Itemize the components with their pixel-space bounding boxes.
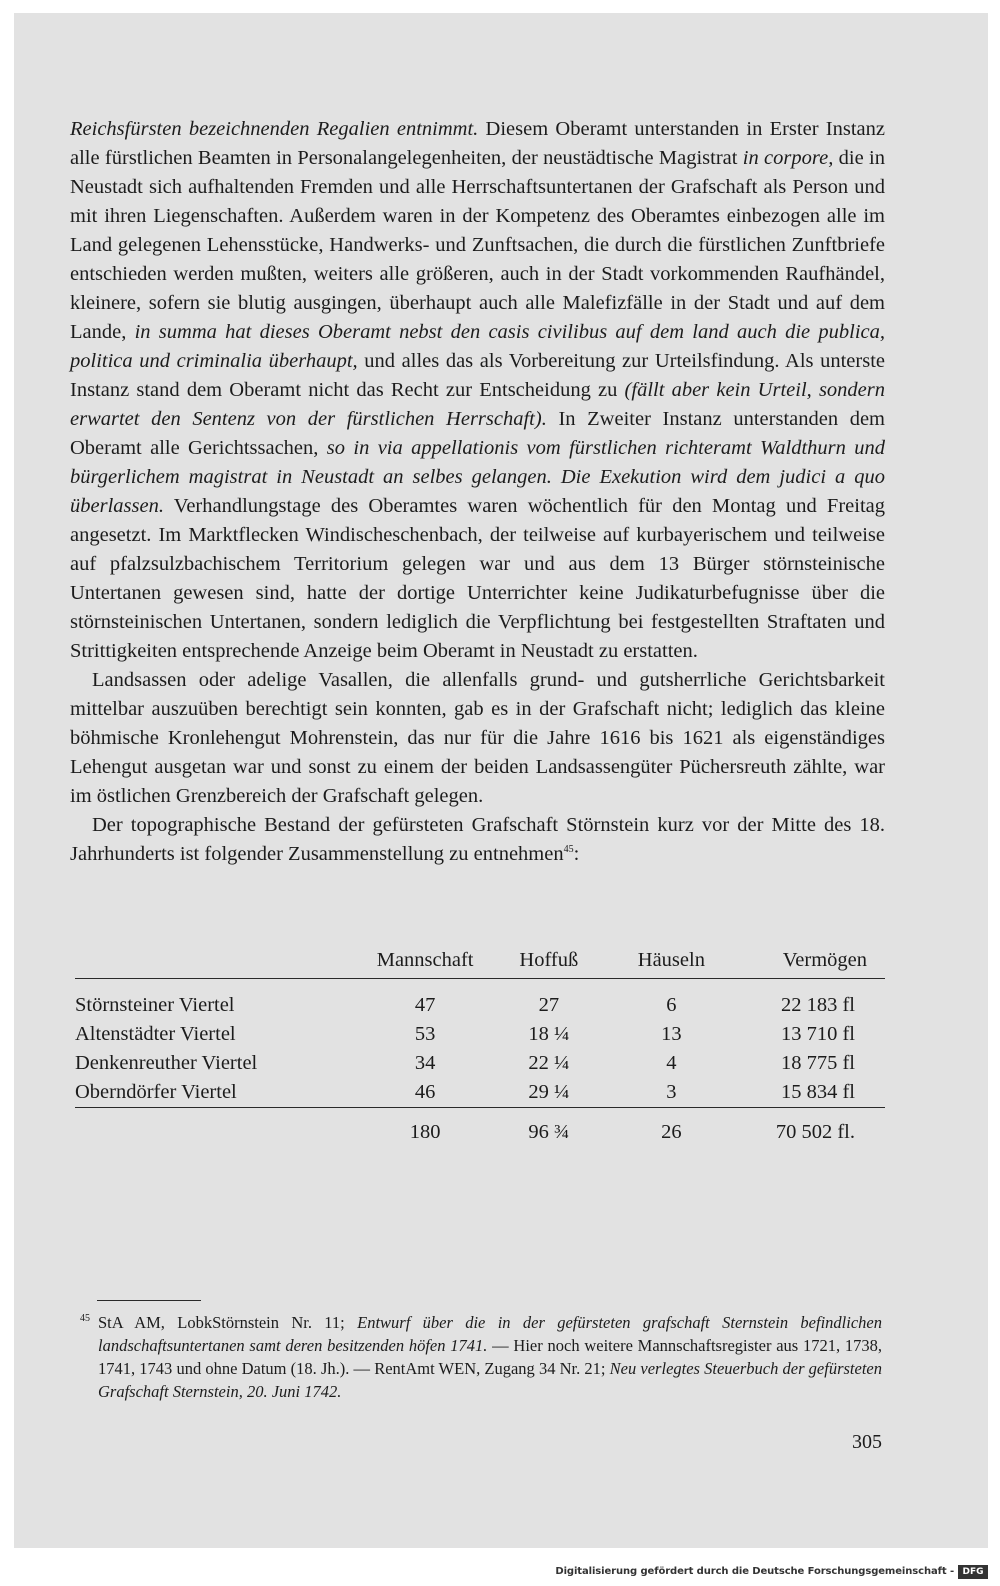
paragraph-2: Landsassen oder adelige Vasallen, die allenfalls grund- und gutsherrliche Gerichtsbarkeit mittelbar auszuüben berechtigt sein konnten, gab es in der Grafschaft nicht; lediglich das kleine böhmische Kronlehengut Mohrenstein, das nur für die Jahre 1616 bis 1621 als eigenständiges Lehengut ausgetan war und sonst zu einem der beiden Landsassengüter Püchersreuth zählte, war im östlichen Grenzbereich der Grafschaft gelegen. bbox=[70, 669, 885, 807]
table-cell: 4 bbox=[666, 1052, 677, 1074]
total-cell: 96 ¾ bbox=[528, 1121, 570, 1143]
table-cell: 27 bbox=[538, 994, 560, 1016]
table-cell: 22 183 fl bbox=[780, 994, 855, 1016]
paragraph-3-end: : bbox=[573, 843, 580, 865]
row-label: Altenstädter Viertel bbox=[75, 1023, 236, 1045]
table-row bbox=[75, 1049, 885, 1078]
totals-label bbox=[75, 1108, 361, 1148]
paragraph-run: In Zweiter Instanz unterstanden dem Oberamt alle Gerichtssachen, bbox=[70, 408, 885, 459]
page-number: 305 bbox=[852, 1431, 882, 1453]
table-cell: 6 bbox=[666, 994, 677, 1016]
total-cell: 26 bbox=[661, 1121, 682, 1143]
header-cell bbox=[75, 942, 361, 979]
table-row bbox=[75, 979, 885, 1021]
table-row bbox=[75, 1020, 885, 1049]
footnote-divider bbox=[97, 1300, 201, 1301]
table-cell: 13 710 fl bbox=[780, 1023, 855, 1045]
paragraph-run: Verhandlungstage des Oberamtes waren wöchentlich für den Montag und Freitag angesetzt. Im Marktflecken Windischeschenbach, der teilweise auf kurbayerischem und teilweise auf pfalzsulzbachischem Territorium gelegen war und aus dem 13 Bürger störnsteinische Untertanen gewesen sind, hatte der dortige Unterrichter keine Judikaturbefugnisse über die störnsteinischen Untertanen, sondern lediglich die Verpflichtung bei festgestellten Straftaten und Strittigkeiten entsprechende Anzeige beim Oberamt in Neustadt zu erstatten. bbox=[70, 495, 885, 662]
footnote bbox=[80, 1311, 882, 1403]
table-header-row bbox=[75, 942, 885, 979]
footnote-run: StA AM, LobkStörnstein Nr. 11; bbox=[98, 1313, 358, 1332]
paragraph-1 bbox=[70, 115, 885, 666]
table-row bbox=[75, 1078, 885, 1108]
paragraph-run: die in Neustadt sich aufhaltenden Fremden und alle Herrschaftsuntertanen der Grafschaft als Person und mit ihren Liegenschaften. Außerdem waren in der Kompetenz des Oberamtes einbezogen alle im Land gelegenen Lehensstücke, Handwerks- und Zunftsachen, die durch die fürstlichen Zunftbriefe entschieden werden mußten, weiters alle größeren, auch in der Stadt vorkommenden Raufhändel, kleinere, sofern sie blutig ausgingen, überhaupt auch alle Malefizfälle in der Stadt und auf dem Lande, bbox=[70, 147, 885, 343]
footnote-text bbox=[98, 1313, 882, 1401]
total-cell: 180 bbox=[409, 1121, 441, 1143]
dfg-logo: DFG bbox=[958, 1565, 988, 1579]
table-cell: 18 ¼ bbox=[528, 1023, 570, 1045]
table-cell: 3 bbox=[666, 1081, 677, 1103]
paragraph-run: in summa hat dieses Oberamt nebst den casis civilibus auf dem land auch die publica, politica und criminalia überhaupt, bbox=[70, 321, 885, 372]
paragraph-run: Reichsfürsten bezeichnenden Regalien entnimmt. bbox=[70, 118, 479, 140]
total-cell: 70 502 fl. bbox=[775, 1121, 855, 1143]
footnote-run: Entwurf über die in der gefürsteten grafschaft Sternstein befindlichen landschaftsuntertanen samt deren besitzenden höfen 1741. bbox=[98, 1313, 882, 1355]
paragraph-3-text: Der topographische Bestand der gefürsteten Grafschaft Störnstein kurz vor der Mitte des 18. Jahrhunderts ist folgender Zusammenstellung zu entnehmen bbox=[70, 814, 885, 865]
footnote-run: Neu verlegtes Steuerbuch der gefürsteten Grafschaft Sternstein, 20. Juni 1742. bbox=[98, 1359, 882, 1401]
table-cell: 47 bbox=[414, 994, 436, 1016]
paragraph-3 bbox=[70, 811, 885, 869]
table-cell: 46 bbox=[414, 1081, 436, 1103]
population-table bbox=[75, 942, 885, 1147]
header-mannschaft: Mannschaft bbox=[376, 948, 474, 971]
paragraph-run: so in via appellationis vom fürstlichen richteramt Waldthurn und bürgerlichem magistrat in Neustadt an selbes gelangen. Die Exekution wird dem judici a quo überlassen. bbox=[70, 437, 885, 517]
table-cell: 34 bbox=[414, 1052, 436, 1074]
table-totals-row bbox=[75, 1108, 885, 1148]
row-label: Oberndörfer Viertel bbox=[75, 1081, 237, 1103]
table-cell: 18 775 fl bbox=[780, 1052, 855, 1074]
row-label: Denkenreuther Viertel bbox=[75, 1052, 258, 1074]
paragraph-run: Diesem Oberamt unterstanden in Erster Instanz alle fürstlichen Beamten in Personalangelegenheiten, der neustädtische Magistrat bbox=[70, 118, 885, 169]
header-vermoegen: Vermögen bbox=[782, 948, 867, 971]
footnote-number: 45 bbox=[80, 1313, 90, 1324]
row-label: Störnsteiner Viertel bbox=[75, 994, 235, 1016]
table-cell: 29 ¼ bbox=[528, 1081, 570, 1103]
paragraph-run: (fällt aber kein Urteil, sondern erwartet den Sentenz von der fürstlichen Herrschaft). bbox=[70, 379, 885, 430]
body-text bbox=[70, 115, 885, 869]
paragraph-run: in corpore, bbox=[742, 147, 834, 169]
paragraph-run: und alles das als Vorbereitung zur Urteilsfindung. Als unterste Instanz stand dem Oberamt nicht das Recht zur Entscheidung zu bbox=[70, 350, 885, 401]
footnote-reference: 45 bbox=[563, 844, 574, 855]
footnote-run: — Hier noch weitere Mannschaftsregister aus 1721, 1738, 1741, 1743 und ohne Datum (18. Jh.). — RentAmt WEN, Zugang 34 Nr. 21; bbox=[98, 1336, 882, 1378]
header-hoffuss: Hoffuß bbox=[519, 948, 579, 971]
table-cell: 13 bbox=[661, 1023, 682, 1045]
digitization-credit: Digitalisierung gefördert durch die Deutsche Forschungsgemeinschaft - bbox=[555, 1566, 954, 1577]
header-haeuseln: Häuseln bbox=[637, 948, 705, 971]
table-cell: 22 ¼ bbox=[528, 1052, 570, 1074]
table-cell: 53 bbox=[414, 1023, 436, 1045]
table-cell: 15 834 fl bbox=[780, 1081, 855, 1103]
